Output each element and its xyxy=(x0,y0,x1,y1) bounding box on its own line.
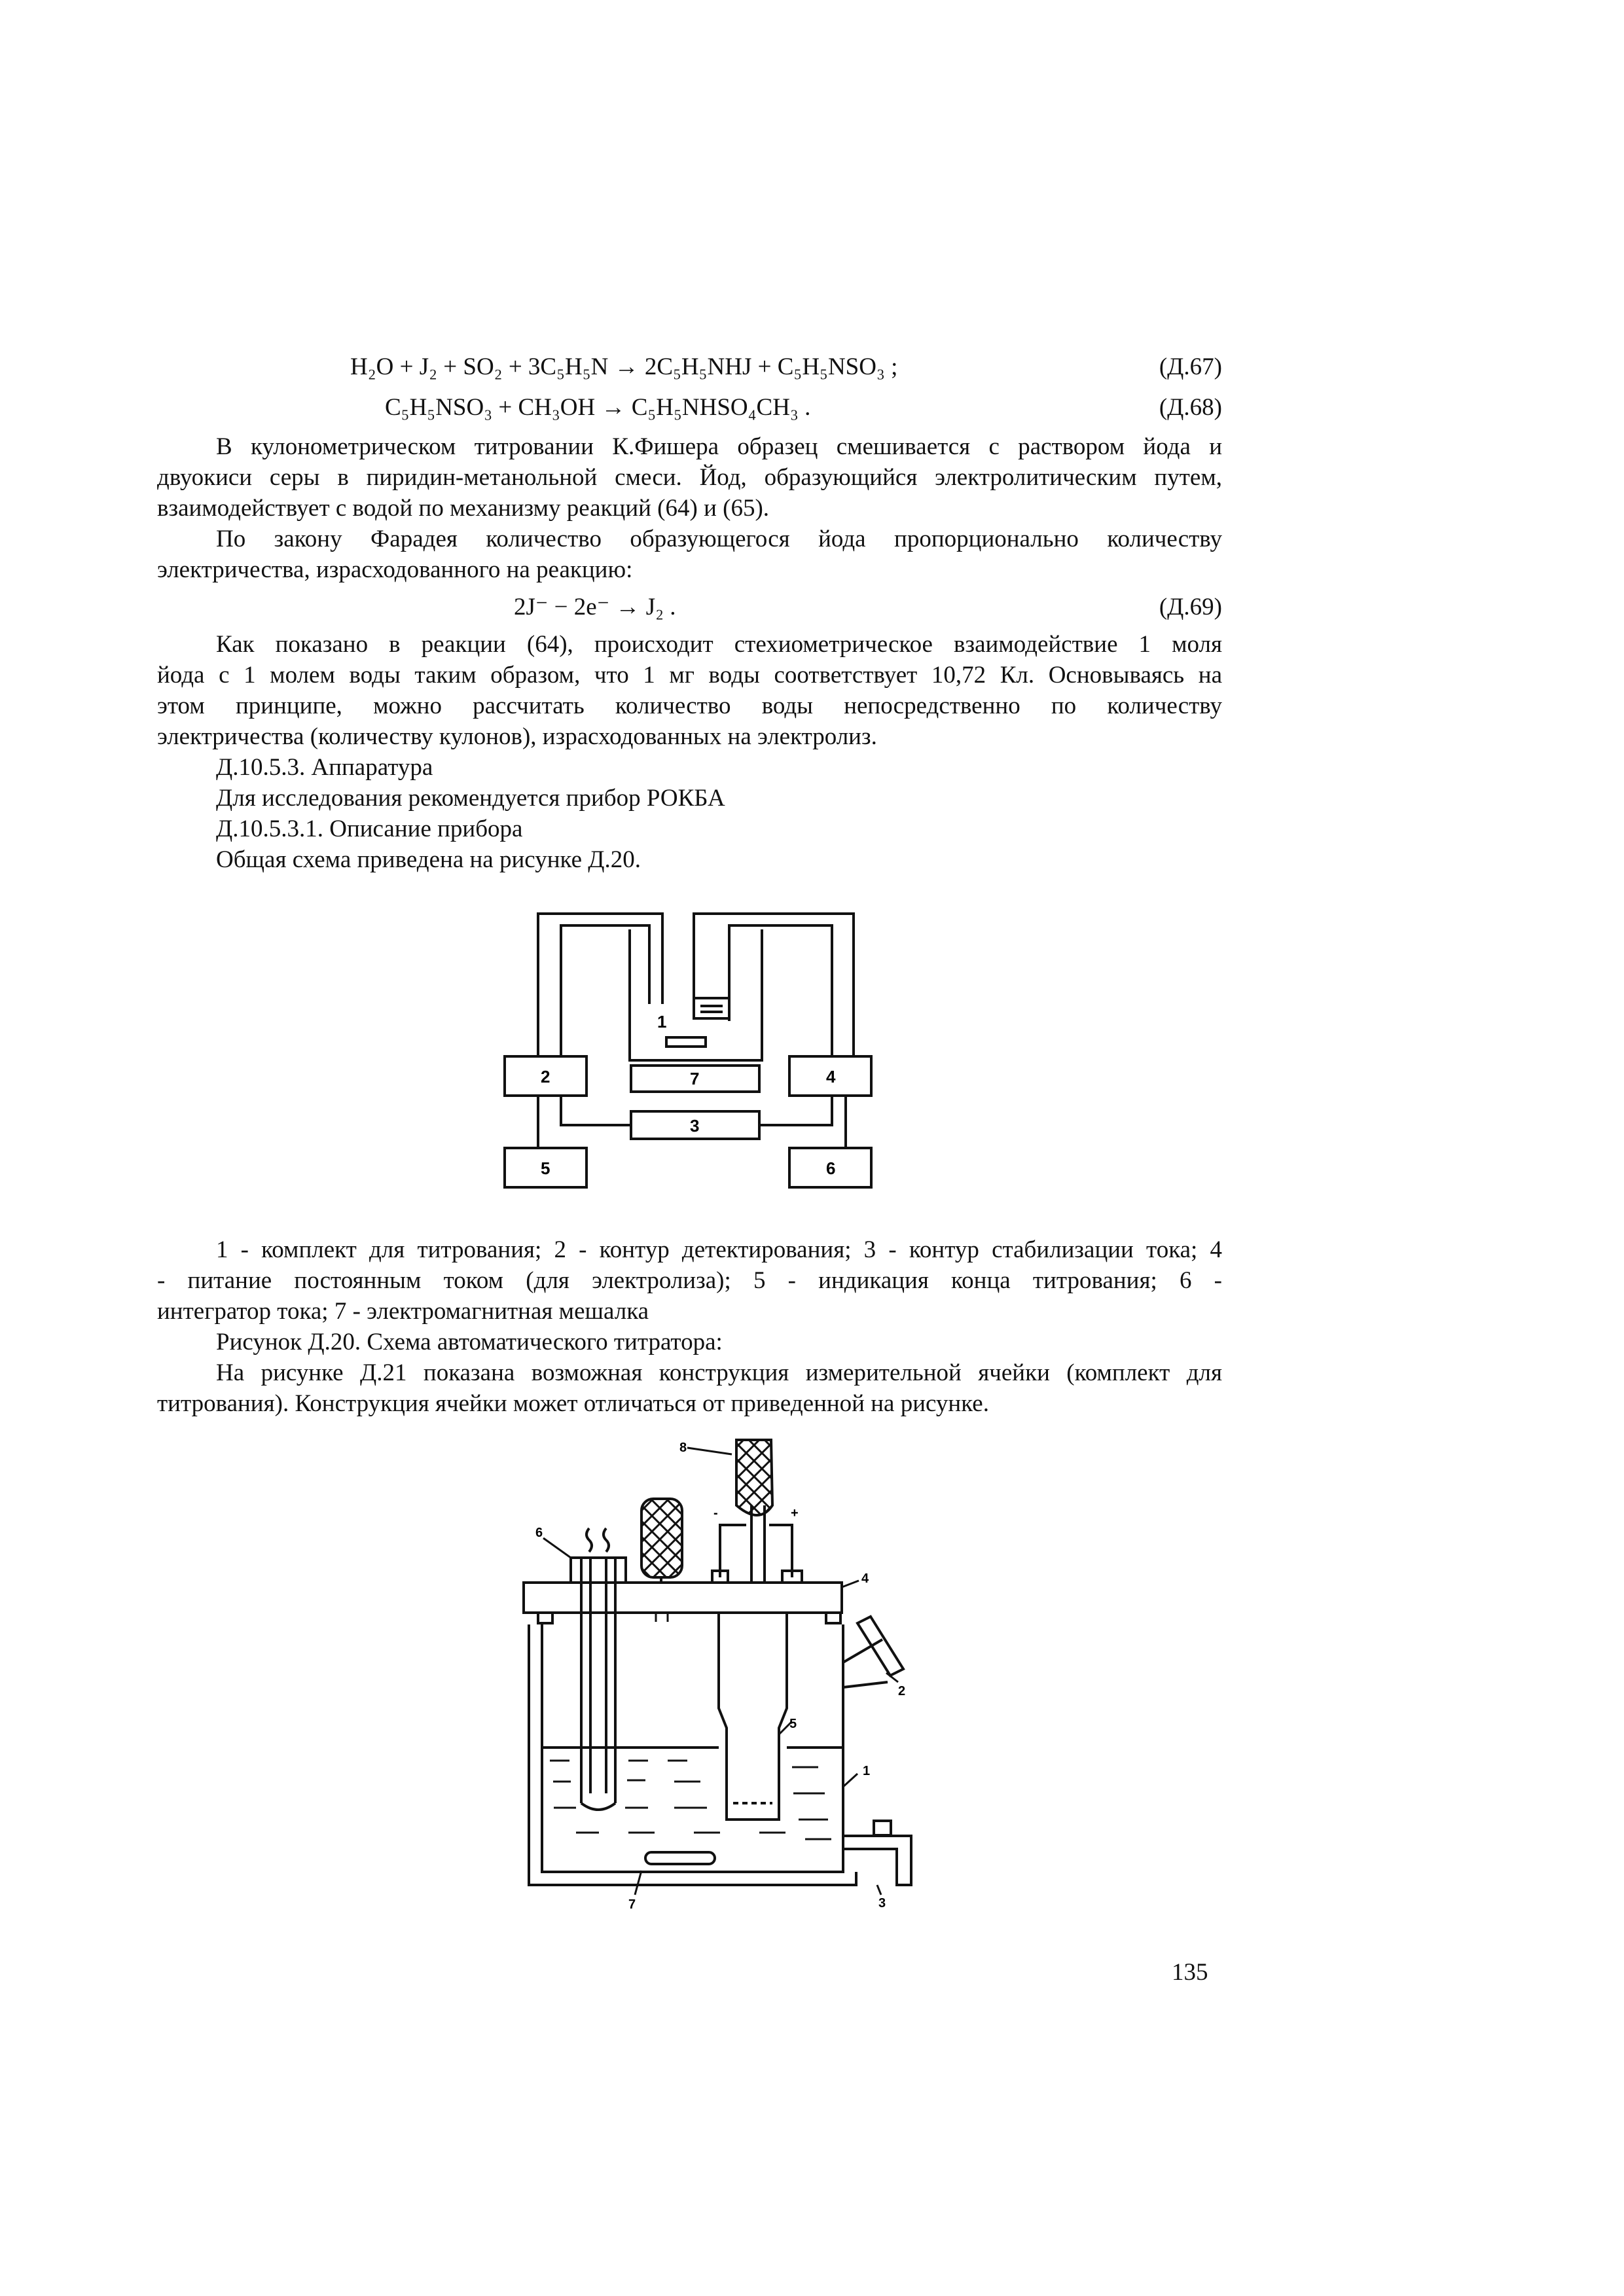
d21-label-1: 1 xyxy=(863,1764,871,1778)
d20-label-7: 7 xyxy=(690,1069,700,1088)
d21-label-7: 7 xyxy=(628,1897,636,1912)
paragraph-line: взаимодействует с водой по механизму реакций (64) и (65). xyxy=(157,495,770,522)
paragraph-line: По закону Фарадея количество образующегося йода пропорционально количеству xyxy=(216,526,1222,552)
d20-label-4: 4 xyxy=(826,1067,836,1086)
paragraph-line: В кулонометрическом титровании К.Фишера образец смешивается с раствором йода и xyxy=(216,433,1222,460)
d20-label-5: 5 xyxy=(541,1158,550,1178)
paragraph-line: электричества (количеству кулонов), израсходованных на электролиз. xyxy=(157,723,877,750)
figure-d21-cell-drawing xyxy=(511,1427,956,1911)
paragraph-line: Для исследования рекомендуется прибор РОКБА xyxy=(216,785,725,812)
d20-label-3: 3 xyxy=(690,1116,700,1136)
paragraph-line: этом принципе, можно рассчитать количество воды непосредственно по количеству xyxy=(157,692,1222,719)
d21-label-4: 4 xyxy=(861,1571,869,1586)
d21-label-5: 5 xyxy=(789,1717,797,1731)
d21-label-8: 8 xyxy=(679,1441,687,1455)
page-number: 135 xyxy=(1172,1959,1208,1986)
paragraph-line: На рисунке Д.21 показана возможная конструкция измерительной ячейки (комплект для xyxy=(216,1359,1222,1386)
d21-label-minus: - xyxy=(713,1506,718,1520)
d20-label-6: 6 xyxy=(826,1158,836,1178)
figure-d20-legend-line: интегратор тока; 7 - электромагнитная мешалка xyxy=(157,1298,649,1325)
equation-d67: H₂O + J₂ + SO₂ + 3C₅H₅N → 2C₅H₅NHJ + C₅H₅NSO₃ ; xyxy=(350,353,898,380)
paragraph-line: электричества, израсходованного на реакцию: xyxy=(157,556,633,583)
equation-d68: C₅H₅NSO₃ + CH₃OH → C₅H₅NHSO₄CH₃ . xyxy=(385,394,811,421)
d20-label-2: 2 xyxy=(541,1067,550,1086)
equation-d69-number: (Д.69) xyxy=(1159,594,1222,620)
section-heading-apparatus: Д.10.5.3. Аппаратура xyxy=(216,754,433,781)
figure-d20-legend-line: - питание постоянным током (для электролиза); 5 - индикация конца титрования; 6 - xyxy=(157,1267,1222,1294)
figure-d20-legend-line: 1 - комплект для титрования; 2 - контур детектирования; 3 - контур стабилизации тока; 4 xyxy=(216,1236,1222,1263)
paragraph-line: титрования). Конструкция ячейки может отличаться от приведенной на рисунке. xyxy=(157,1390,989,1417)
section-heading-description: Д.10.5.3.1. Описание прибора xyxy=(216,816,523,842)
figure-d20-diagram xyxy=(497,900,890,1201)
d21-label-3: 3 xyxy=(878,1896,886,1910)
paragraph-line: Как показано в реакции (64), происходит стехиометрическое взаимодействие 1 моля xyxy=(216,631,1222,658)
d21-label-2: 2 xyxy=(898,1684,906,1698)
figure-d20-caption: Рисунок Д.20. Схема автоматического титратора: xyxy=(216,1329,723,1355)
paragraph-line: двуокиси серы в пиридин-метанольной смеси. Йод, образующийся электролитическим путем, xyxy=(157,464,1222,491)
paragraph-line: Общая схема приведена на рисунке Д.20. xyxy=(216,846,641,873)
equation-d69: 2J⁻ − 2e⁻ → J₂ . xyxy=(514,594,676,620)
paragraph-line: йода с 1 молем воды таким образом, что 1 мг воды соответствует 10,72 Кл. Основываясь на xyxy=(157,662,1222,689)
equation-d67-number: (Д.67) xyxy=(1159,353,1222,380)
equation-d68-number: (Д.68) xyxy=(1159,394,1222,421)
d20-label-1: 1 xyxy=(657,1012,667,1031)
d21-label-6: 6 xyxy=(535,1526,543,1540)
d21-label-plus: + xyxy=(791,1506,799,1520)
